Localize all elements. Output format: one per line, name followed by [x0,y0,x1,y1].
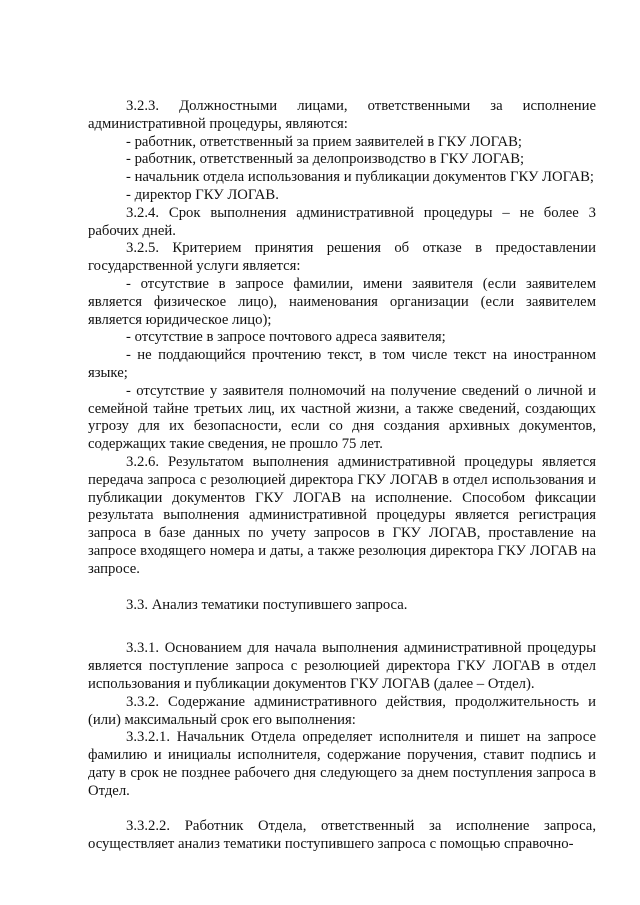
paragraph-3-3-2: 3.3.2. Содержание административного действия, продолжительность и (или) максимальный срок его выполнения: [88,693,596,728]
paragraph-3-2-5: 3.2.5. Критерием принятия решения об отказе в предоставлении государственной услуги является: [88,240,596,275]
paragraph-3-3-2-2: 3.3.2.2. Работник Отдела, ответственный за исполнение запроса, осуществляет анализ тематики поступившего запроса с помощью справочно- [88,818,596,853]
list-item: - отсутствие в запросе почтового адреса заявителя; [126,329,446,346]
list-item: - отсутствие у заявителя полномочий на получение сведений о личной и семейной тайне третьих лиц, их частной жизни, а также сведений, создающих угрозу для их безопасности, если со дня создания архивных документов, содержащих такие сведения, не прошло 75 лет. [88,382,596,453]
paragraph-3-2-3: 3.2.3. Должностными лицами, ответственными за исполнение административной процедуры, являются: [88,98,596,132]
list-item: - не поддающийся прочтению текст, в том числе текст на иностранном языке; [88,347,596,381]
list-item: - директор ГКУ ЛОГАВ. [126,186,279,203]
paragraph-3-2-6: 3.2.6. Результатом выполнения административной процедуры является передача запроса с резолюцией директора ГКУ ЛОГАВ в отдел использования и публикации документов ГКУ ЛОГАВ на исполнение. Способом фиксации результата выполнения административной процедуры является регистрация запроса в базе данных по учету запросов в ГКУ ЛОГАВ, проставление на запросе входящего номера и даты, а также резолюция директора ГКУ ЛОГАВ на запросе. [88,453,596,577]
list-item: - отсутствие в запросе фамилии, имени заявителя (если заявителем является физическое лицо), наименования организации (если заявителем является юридическое лицо); [88,275,596,328]
section-heading-3-3: 3.3. Анализ тематики поступившего запроса. [126,596,408,613]
paragraph-3-3-2-1: 3.3.2.1. Начальник Отдела определяет исполнителя и пишет на запросе фамилию и инициалы исполнителя, содержание поручения, ставит подпись и дату в срок не позднее рабочего дня следующего за днем поступления запроса в Отдел. [88,729,596,799]
paragraph-3-3-1: 3.3.1. Основанием для начала выполнения административной процедуры является поступление запроса с резолюцией директора ГКУ ЛОГАВ в отдел использования и публикации документов ГКУ ЛОГАВ (далее – Отдел). [88,640,596,692]
list-item: - работник, ответственный за прием заявителей в ГКУ ЛОГАВ; [126,133,522,150]
paragraph-3-2-4: 3.2.4. Срок выполнения административной процедуры – не более 3 рабочих дней. [88,204,596,239]
list-item: - начальник отдела использования и публикации документов ГКУ ЛОГАВ; [126,169,594,186]
list-item: - работник, ответственный за делопроизводство в ГКУ ЛОГАВ; [126,151,525,168]
